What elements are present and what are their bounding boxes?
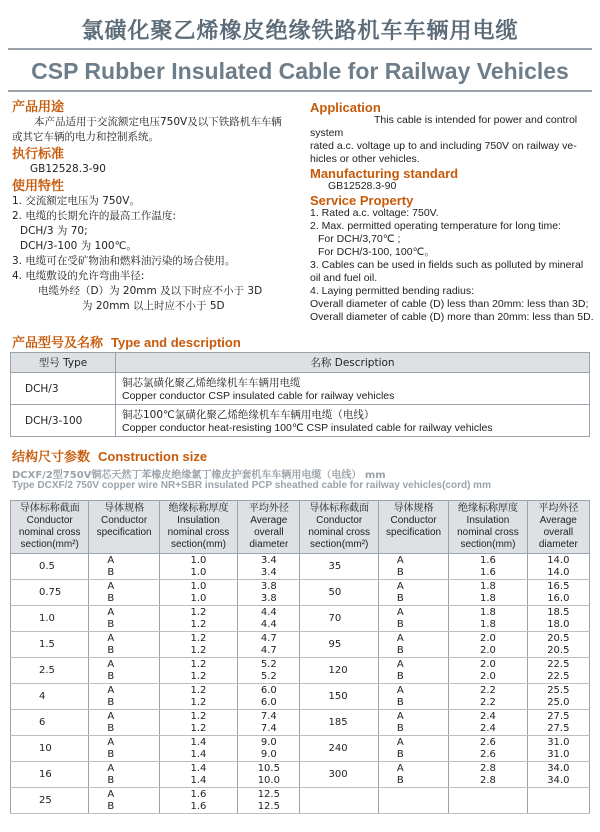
table-row xyxy=(11,373,590,405)
col-header-spec: 导体规格 Conductor specification xyxy=(378,501,448,554)
table-row xyxy=(11,762,590,788)
empty-cell xyxy=(449,788,527,814)
insulation-cell: 1.6 1.6 xyxy=(449,554,527,580)
size-cell: 35 xyxy=(300,554,378,580)
type-cell: DCH/3 xyxy=(11,373,116,405)
construction-table-body xyxy=(11,554,590,814)
service-property-line: 3. Cables can be used in fields such as polluted by mineral xyxy=(310,259,584,271)
col-header-diameter: 平均外径 Average overall diameter xyxy=(527,501,589,554)
description-cn: 铜芯100℃氯磺化聚乙烯绝缘机车车辆用电缆（电线） xyxy=(122,409,375,421)
spec-cell: A B xyxy=(89,632,159,658)
insulation-cell: 1.2 1.2 xyxy=(159,632,237,658)
service-property-line: Overall diameter of cable (D) more than 20mm: less than 5D. xyxy=(310,311,594,323)
table-row xyxy=(11,658,590,684)
size-cell: 10 xyxy=(11,736,89,762)
property-line: DCH/3 为 70; xyxy=(20,225,88,237)
application-text: hicles or other vehicles. xyxy=(310,153,420,165)
spec-cell: A B xyxy=(378,736,448,762)
spec-cell: A B xyxy=(378,606,448,632)
type-col-header: 型号 Type xyxy=(11,353,116,373)
service-property-line: 4. Laying permitted bending radius: xyxy=(310,285,475,297)
insulation-cell: 1.2 1.2 xyxy=(159,710,237,736)
type-heading-en: Type and description xyxy=(111,335,241,350)
insulation-cell: 2.4 2.4 xyxy=(449,710,527,736)
service-property-line: 1. Rated a.c. voltage: 750V. xyxy=(310,207,439,219)
description-cell xyxy=(116,373,590,405)
property-line: 为 20mm 以上时应不小于 5D xyxy=(82,300,225,312)
diameter-cell: 3.4 3.4 xyxy=(238,554,300,580)
spec-cell: A B xyxy=(89,762,159,788)
description-cn: 铜芯氯磺化聚乙烯绝缘机车车辆用电缆 xyxy=(122,377,301,389)
type-section-heading xyxy=(12,332,241,351)
size-cell: 120 xyxy=(300,658,378,684)
spec-cell: A B xyxy=(378,580,448,606)
service-property-line: 2. Max. permitted operating temperature for long time: xyxy=(310,220,561,232)
usage-text: 本产品适用于交流额定电压750V及以下铁路机车车辆 xyxy=(34,116,282,128)
empty-cell xyxy=(527,788,589,814)
table-row xyxy=(11,606,590,632)
diameter-cell: 16.5 16.0 xyxy=(527,580,589,606)
insulation-cell: 1.2 1.2 xyxy=(159,606,237,632)
size-cell: 25 xyxy=(11,788,89,814)
size-cell: 0.75 xyxy=(11,580,89,606)
col-header-insulation: 绝缘标称厚度 Insulation nominal cross section(mm) xyxy=(449,501,527,554)
construction-heading-cn: 结构尺寸参数 xyxy=(12,450,91,465)
insulation-cell: 1.2 1.2 xyxy=(159,684,237,710)
diameter-cell: 20.5 20.5 xyxy=(527,632,589,658)
application-text: This cable is intended for power and control system xyxy=(310,114,578,139)
diameter-cell: 4.7 4.7 xyxy=(238,632,300,658)
table-row xyxy=(11,580,590,606)
size-cell: 2.5 xyxy=(11,658,89,684)
size-cell: 70 xyxy=(300,606,378,632)
table-row xyxy=(11,632,590,658)
spec-cell: A B xyxy=(89,554,159,580)
manufacturing-standard-text: GB12528.3-90 xyxy=(328,180,397,192)
diameter-cell: 7.4 7.4 xyxy=(238,710,300,736)
insulation-cell: 2.6 2.6 xyxy=(449,736,527,762)
application-heading: Application xyxy=(310,100,381,115)
description-en: Copper conductor CSP insulated cable for railway vehicles xyxy=(122,390,395,402)
divider xyxy=(8,90,592,92)
service-property-heading: Service Property xyxy=(310,193,414,208)
diameter-cell: 25.5 25.0 xyxy=(527,684,589,710)
size-cell: 6 xyxy=(11,710,89,736)
diameter-cell: 34.0 34.0 xyxy=(527,762,589,788)
type-cell: DCH/3-100 xyxy=(11,405,116,437)
spec-cell: A B xyxy=(89,658,159,684)
type-heading-cn: 产品型号及名称 xyxy=(12,336,104,351)
insulation-cell: 1.8 1.8 xyxy=(449,606,527,632)
diameter-cell: 4.4 4.4 xyxy=(238,606,300,632)
service-property-line: For DCH/3,70℃ ; xyxy=(318,233,401,245)
spec-cell: A B xyxy=(89,606,159,632)
size-cell: 0.5 xyxy=(11,554,89,580)
usage-text: 或其它车辆的电力和控制系统。 xyxy=(12,131,159,143)
left-column-cn xyxy=(12,98,302,314)
property-line: 电缆外经（D）为 20mm 及以下时应不小于 3D xyxy=(38,285,263,297)
size-cell: 4 xyxy=(11,684,89,710)
insulation-cell: 1.2 1.2 xyxy=(159,658,237,684)
insulation-cell: 1.0 1.0 xyxy=(159,554,237,580)
property-line: 3. 电缆可在受矿物油和燃料油污染的场合使用。 xyxy=(12,255,236,267)
standard-heading: 执行标准 xyxy=(12,147,65,162)
insulation-cell: 2.8 2.8 xyxy=(449,762,527,788)
size-cell: 16 xyxy=(11,762,89,788)
diameter-cell: 3.8 3.8 xyxy=(238,580,300,606)
property-line: 4. 电缆敷设的允许弯曲半径: xyxy=(12,270,145,282)
size-cell: 1.5 xyxy=(11,632,89,658)
spec-cell: A B xyxy=(378,632,448,658)
diameter-cell: 31.0 31.0 xyxy=(527,736,589,762)
manufacturing-standard-heading: Manufacturing standard xyxy=(310,166,459,181)
service-property-line: For DCH/3-100, 100℃。 xyxy=(318,246,435,258)
empty-cell xyxy=(378,788,448,814)
size-cell: 1.0 xyxy=(11,606,89,632)
diameter-cell: 5.2 5.2 xyxy=(238,658,300,684)
table-row xyxy=(11,405,590,437)
diameter-cell: 9.0 9.0 xyxy=(238,736,300,762)
service-property-line: Overall diameter of cable (D) less than 20mm: less than 3D; xyxy=(310,298,589,310)
col-header-spec: 导体规格 Conductor specification xyxy=(89,501,159,554)
description-en: Copper conductor heat-resisting 100℃ CSP insulated cable for railway vehicles xyxy=(122,422,493,434)
standard-text: GB12528.3-90 xyxy=(30,163,106,175)
property-line: 2. 电缆的长期允许的最高工作温度: xyxy=(12,210,176,222)
property-heading: 使用特性 xyxy=(12,179,65,194)
insulation-cell: 1.4 1.4 xyxy=(159,762,237,788)
size-cell: 150 xyxy=(300,684,378,710)
size-cell: 240 xyxy=(300,736,378,762)
type-table xyxy=(10,352,590,437)
diameter-cell: 12.5 12.5 xyxy=(238,788,300,814)
spec-cell: A B xyxy=(89,710,159,736)
usage-heading: 产品用途 xyxy=(12,100,65,115)
diameter-cell: 27.5 27.5 xyxy=(527,710,589,736)
application-text: rated a.c. voltage up to and including 750V on railway ve- xyxy=(310,140,577,152)
right-column-en xyxy=(310,100,594,324)
insulation-cell: 2.0 2.0 xyxy=(449,658,527,684)
spec-cell: A B xyxy=(89,788,159,814)
col-header-size: 导体标称截面 Conductor nominal cross section(mm²) xyxy=(11,501,89,554)
table-row xyxy=(11,736,590,762)
table-row xyxy=(11,684,590,710)
size-cell: 185 xyxy=(300,710,378,736)
description-col-header: 名称 Description xyxy=(116,353,590,373)
insulation-cell: 2.2 2.2 xyxy=(449,684,527,710)
empty-cell xyxy=(300,788,378,814)
spec-cell: A B xyxy=(378,710,448,736)
property-line: DCH/3-100 为 100℃。 xyxy=(20,240,137,252)
divider xyxy=(8,48,592,50)
insulation-cell: 1.0 1.0 xyxy=(159,580,237,606)
table-row xyxy=(11,788,590,814)
spec-cell: A B xyxy=(89,684,159,710)
spec-cell: A B xyxy=(89,736,159,762)
construction-heading-en: Construction size xyxy=(98,449,208,464)
description-cell xyxy=(116,405,590,437)
spec-cell: A B xyxy=(378,684,448,710)
construction-table xyxy=(10,500,590,814)
diameter-cell: 22.5 22.5 xyxy=(527,658,589,684)
diameter-cell: 10.5 10.0 xyxy=(238,762,300,788)
construction-subtitle-cn: DCXF/2型750V铜芯天然丁苯橡皮绝缘氯丁橡皮护套机车车辆用电缆（电线） mm xyxy=(12,470,386,481)
col-header-size: 导体标称截面 Conductor nominal cross section(mm²) xyxy=(300,501,378,554)
table-row xyxy=(11,710,590,736)
spec-cell: A B xyxy=(378,554,448,580)
diameter-cell: 18.5 18.0 xyxy=(527,606,589,632)
diameter-cell: 14.0 14.0 xyxy=(527,554,589,580)
size-cell: 95 xyxy=(300,632,378,658)
property-line: 1. 交流额定电压为 750V。 xyxy=(12,195,140,207)
insulation-cell: 2.0 2.0 xyxy=(449,632,527,658)
col-header-diameter: 平均外径 Average overall diameter xyxy=(238,501,300,554)
size-cell: 50 xyxy=(300,580,378,606)
page-title-en: CSP Rubber Insulated Cable for Railway Vehicles xyxy=(31,58,569,84)
construction-subtitle-en: Type DCXF/2 750V copper wire NR+SBR insulated PCP sheathed cable for railway vehicles(cord) mm xyxy=(12,480,491,491)
insulation-cell: 1.8 1.8 xyxy=(449,580,527,606)
service-property-line: oil and fuel oil. xyxy=(310,272,378,284)
insulation-cell: 1.6 1.6 xyxy=(159,788,237,814)
insulation-cell: 1.4 1.4 xyxy=(159,736,237,762)
diameter-cell: 6.0 6.0 xyxy=(238,684,300,710)
spec-cell: A B xyxy=(89,580,159,606)
col-header-insulation: 绝缘标称厚度 Insulation nominal cross section(mm) xyxy=(159,501,237,554)
size-cell: 300 xyxy=(300,762,378,788)
construction-section-heading xyxy=(12,446,207,465)
spec-cell: A B xyxy=(378,658,448,684)
table-row xyxy=(11,554,590,580)
page-title-cn: 氯磺化聚乙烯橡皮绝缘铁路机车车辆用电缆 xyxy=(81,19,519,44)
spec-cell: A B xyxy=(378,762,448,788)
